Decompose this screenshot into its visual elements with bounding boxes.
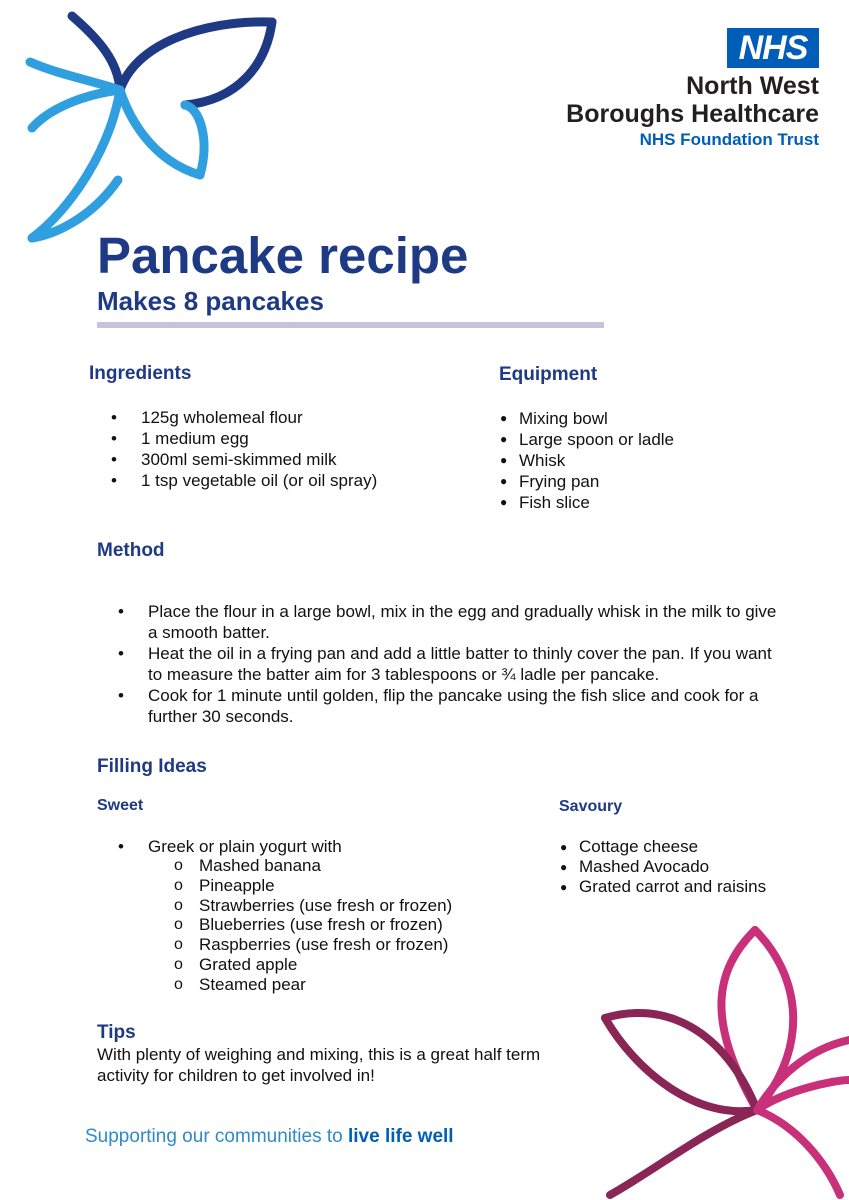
method-step: • Heat the oil in a frying pan and add a little batter to thinly cover the pan. If you want to measure the batter aim for 3 tablespoons or ¾ ladle per pancake. (148, 643, 778, 685)
tips-heading: Tips (97, 1022, 136, 1043)
list-item: ● Whisk (519, 450, 674, 471)
list-item: ● Frying pan (519, 471, 674, 492)
list-item: o Mashed banana (199, 856, 452, 876)
list-item: o Pineapple (199, 876, 452, 896)
list-item: o Blueberries (use fresh or frozen) (199, 915, 452, 935)
pink-flower-decoration-icon (595, 920, 849, 1200)
list-item: o Raspberries (use fresh or frozen) (199, 935, 452, 955)
page-title: Pancake recipe (97, 227, 469, 284)
title-divider (97, 322, 604, 328)
list-item: ● Mashed Avocado (579, 857, 766, 877)
equipment-list (519, 408, 674, 513)
sweet-heading: Sweet (97, 797, 144, 814)
savoury-heading: Savoury (559, 798, 623, 815)
sweet-list (148, 836, 342, 857)
tips-text: With plenty of weighing and mixing, this is a great half term activity for children to get involved in! (97, 1045, 541, 1085)
list-item: o Strawberries (use fresh or frozen) (199, 896, 452, 916)
list-item: ● Mixing bowl (519, 408, 674, 429)
list-item: • 300ml semi-skimmed milk (141, 449, 377, 470)
list-item: • 1 tsp vegetable oil (or oil spray) (141, 470, 377, 491)
ingredients-heading: Ingredients (89, 363, 192, 384)
tagline-prefix: Supporting our communities to (85, 1126, 348, 1147)
list-item: ● Cottage cheese (579, 837, 766, 857)
method-heading: Method (97, 540, 165, 561)
list-item: • Greek or plain yogurt with (148, 836, 342, 857)
trust-name-line-2: Boroughs Healthcare (566, 100, 819, 128)
list-item: o Steamed pear (199, 975, 452, 995)
list-item: o Grated apple (199, 955, 452, 975)
nhs-logo-text: NHS (738, 29, 808, 67)
equipment-heading: Equipment (499, 364, 598, 385)
nhs-logo (727, 28, 819, 68)
filling-ideas-heading: Filling Ideas (97, 756, 207, 777)
page-subtitle: Makes 8 pancakes (97, 286, 324, 316)
ingredients-list (141, 407, 377, 491)
savoury-list (579, 837, 766, 897)
list-item: ● Large spoon or ladle (519, 429, 674, 450)
list-item: • 1 medium egg (141, 428, 377, 449)
blue-flower-decoration-icon (0, 0, 290, 250)
list-item: ● Grated carrot and raisins (579, 877, 766, 897)
trust-name-line-1: North West (686, 72, 819, 100)
tagline-emphasis: live life well (347, 1126, 454, 1147)
footer-tagline (85, 1126, 454, 1148)
list-item: • 125g wholemeal flour (141, 407, 377, 428)
method-step: • Cook for 1 minute until golden, flip the pancake using the fish slice and cook for a further 30 seconds. (148, 685, 778, 727)
list-item: ● Fish slice (519, 492, 674, 513)
sweet-sublist (199, 856, 452, 995)
trust-subtitle: NHS Foundation Trust (639, 130, 819, 149)
method-step: • Place the flour in a large bowl, mix in the egg and gradually whisk in the milk to give a smooth batter. (148, 601, 778, 643)
method-steps (148, 601, 778, 727)
